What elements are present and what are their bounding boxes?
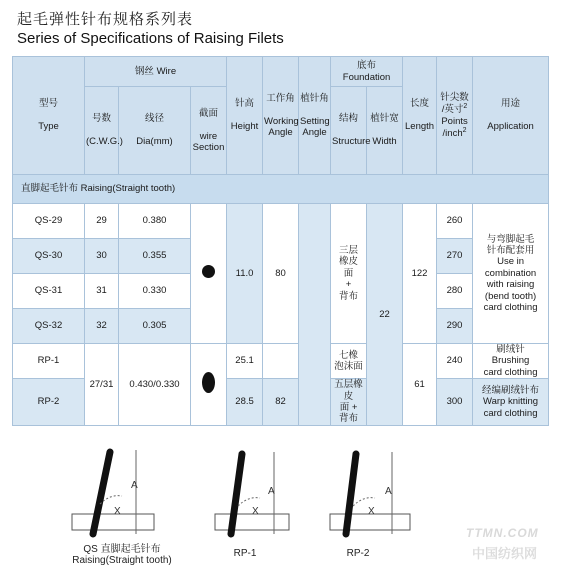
title-chinese: 起毛弹性针布规格系列表 bbox=[17, 11, 194, 28]
title-english: Series of Specifications of Raising Filets bbox=[17, 30, 284, 47]
gauge-cell: 30 bbox=[85, 239, 119, 274]
gauge-cell: 29 bbox=[85, 204, 119, 239]
rp1-structure-cell: 七橡 泡沫面 bbox=[331, 344, 367, 379]
rp-length-cell: 61 bbox=[403, 344, 437, 426]
rp-dia-cell: 0.430/0.330 bbox=[119, 344, 191, 426]
header-section: 截面 wire Section bbox=[191, 87, 227, 175]
qs-structure-cell: 三层 橡皮 面 + 背布 bbox=[331, 204, 367, 344]
oval-wire-section-icon bbox=[202, 372, 215, 393]
rp1-application-cell: 刷绒针 Brushing card clothing bbox=[473, 344, 549, 379]
rp2-structure-cell: 五层橡皮 面 + 背布 bbox=[331, 379, 367, 426]
header-type: 型号 Type bbox=[13, 57, 85, 175]
points-cell: 240 bbox=[437, 344, 473, 379]
header-gauge: 号数 (C.W.G.) bbox=[85, 87, 119, 175]
width-cell: 22 bbox=[367, 204, 403, 426]
setting-angle-cell bbox=[299, 204, 331, 426]
header-width: 植针宽 Width bbox=[367, 87, 403, 175]
rp1-angle-a-label: A bbox=[268, 486, 275, 497]
qs-angle-x-label: X bbox=[114, 506, 121, 517]
qs-height-cell: 11.0 bbox=[227, 204, 263, 344]
qs-length-cell: 122 bbox=[403, 204, 437, 344]
dia-cell: 0.380 bbox=[119, 204, 191, 239]
qs-working-angle-cell: 80 bbox=[263, 204, 299, 344]
section-round-cell bbox=[191, 204, 227, 344]
rp2-angle-a-label: A bbox=[385, 486, 392, 497]
rp-gauge-cell: 27/31 bbox=[85, 344, 119, 426]
header-structure: 结构 Structure bbox=[331, 87, 367, 175]
rp2-angle-x-label: X bbox=[368, 506, 375, 517]
rp2-application-cell: 经编刷绒针布 Warp knitting card clothing bbox=[473, 379, 549, 426]
header-points: 针尖数 /英寸$^2$ Points /inch$^2$ bbox=[437, 57, 473, 175]
type-cell: QS-32 bbox=[13, 309, 85, 344]
watermark-site: 中国纺织网 bbox=[472, 546, 538, 561]
dia-cell: 0.330 bbox=[119, 274, 191, 309]
header-setting-angle: 植针角 Setting Angle bbox=[299, 57, 331, 175]
rp1-caption: RP-1 bbox=[233, 548, 257, 559]
round-wire-section-icon bbox=[202, 265, 215, 278]
qs-application-cell: 与弯脚起毛 针布配套用 Use in combination with raising (bend tooth) card clothing bbox=[473, 204, 549, 344]
header-application: 用途 Application bbox=[473, 57, 549, 175]
rp2-needle-icon bbox=[346, 454, 356, 534]
rp1-needle-diagram bbox=[215, 452, 289, 534]
rp2-working-angle-cell: 82 bbox=[263, 379, 299, 426]
header-height: 针高 Height bbox=[227, 57, 263, 175]
rp1-needle-icon bbox=[231, 454, 242, 534]
section-oval-cell bbox=[191, 344, 227, 426]
rp2-height-cell: 28.5 bbox=[227, 379, 263, 426]
watermark-url: TTMN.COM bbox=[466, 526, 539, 540]
type-cell: QS-31 bbox=[13, 274, 85, 309]
dia-cell: 0.355 bbox=[119, 239, 191, 274]
type-cell: RP-2 bbox=[13, 379, 85, 426]
header-wire: 钢丝 Wire bbox=[85, 57, 227, 87]
rp1-angle-x-label: X bbox=[252, 506, 259, 517]
spec-table bbox=[12, 56, 549, 426]
points-cell: 270 bbox=[437, 239, 473, 274]
points-cell: 300 bbox=[437, 379, 473, 426]
rp1-working-angle-cell bbox=[263, 344, 299, 379]
header-dia: 线径 Dia(mm) bbox=[119, 87, 191, 175]
type-cell: RP-1 bbox=[13, 344, 85, 379]
header-working-angle: 工作角 Working Angle bbox=[263, 57, 299, 175]
dia-cell: 0.305 bbox=[119, 309, 191, 344]
qs-angle-a-label: A bbox=[131, 480, 138, 491]
points-cell: 280 bbox=[437, 274, 473, 309]
qs-caption: QS 直脚起毛针布 Raising(Straight tooth) bbox=[72, 544, 172, 566]
type-cell: QS-29 bbox=[13, 204, 85, 239]
gauge-cell: 32 bbox=[85, 309, 119, 344]
type-cell: QS-30 bbox=[13, 239, 85, 274]
header-foundation: 底布 Foundation bbox=[331, 57, 403, 87]
qs-needle-icon bbox=[93, 452, 110, 534]
points-cell: 260 bbox=[437, 204, 473, 239]
points-cell: 290 bbox=[437, 309, 473, 344]
section-label: 直脚起毛针布 Raising(Straight tooth) bbox=[13, 175, 549, 204]
rp1-height-cell: 25.1 bbox=[227, 344, 263, 379]
rp2-caption: RP-2 bbox=[346, 548, 370, 559]
header-length: 长度 Length bbox=[403, 57, 437, 175]
rp2-needle-diagram bbox=[330, 452, 410, 534]
qs-needle-diagram bbox=[72, 450, 154, 534]
gauge-cell: 31 bbox=[85, 274, 119, 309]
